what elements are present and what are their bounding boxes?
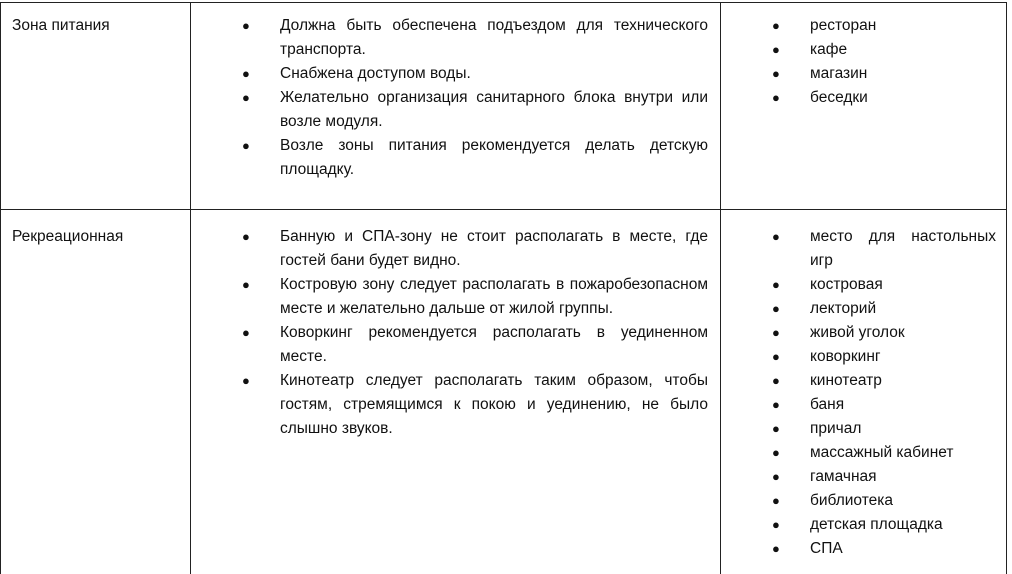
list-item: ● кафе xyxy=(766,38,996,62)
bullet-icon: ● xyxy=(242,229,250,244)
table-top-border xyxy=(0,2,1007,3)
row-notes-food-zone xyxy=(236,14,708,182)
list-item: ● кинотеатр xyxy=(766,369,996,393)
list-item: ● живой уголок xyxy=(766,321,996,345)
row-label-food-zone: Зона питания xyxy=(12,17,110,34)
list-item: ● Костровую зону следует располагать в пожаробезопасном месте и желательно дальше от жилой группы. xyxy=(236,273,708,321)
list-item: ● Коворкинг рекомендуется располагать в уединенном месте. xyxy=(236,321,708,369)
list-item: ● беседки xyxy=(766,86,996,110)
bullet-icon: ● xyxy=(772,42,780,57)
bullet-icon: ● xyxy=(772,373,780,388)
list-item: ● Банную и СПА-зону не стоит располагать в месте, где гостей бани будет видно. xyxy=(236,225,708,273)
bullet-icon: ● xyxy=(242,66,250,81)
column-divider-2 xyxy=(720,2,721,574)
bullet-icon: ● xyxy=(772,445,780,460)
notes-list xyxy=(236,225,708,441)
list-item: ● массажный кабинет xyxy=(766,441,996,465)
row-label-recreation: Рекреационная xyxy=(12,228,124,245)
row-notes-recreation xyxy=(236,225,708,441)
list-item: ● детская площадка xyxy=(766,513,996,537)
list-item: ● гамачная xyxy=(766,465,996,489)
list-item: ● коворкинг xyxy=(766,345,996,369)
list-item: ● Кинотеатр следует располагать таким образом, чтобы гостям, стремящимся к покою и уединению, не было слышно звуков. xyxy=(236,369,708,441)
bullet-icon: ● xyxy=(772,18,780,33)
bullet-icon: ● xyxy=(772,397,780,412)
bullet-icon: ● xyxy=(242,325,250,340)
bullet-icon: ● xyxy=(772,277,780,292)
list-item: ● магазин xyxy=(766,62,996,86)
notes-list xyxy=(236,14,708,182)
list-item: ● Должна быть обеспечена подъездом для технического транспорта. xyxy=(236,14,708,62)
bullet-icon: ● xyxy=(242,90,250,105)
bullet-icon: ● xyxy=(242,277,250,292)
row-items-food-zone xyxy=(766,14,996,110)
bullet-icon: ● xyxy=(772,301,780,316)
list-item: ● библиотека xyxy=(766,489,996,513)
bullet-icon: ● xyxy=(772,90,780,105)
table-right-border xyxy=(1006,2,1007,574)
bullet-icon: ● xyxy=(772,469,780,484)
bullet-icon: ● xyxy=(242,138,250,153)
bullet-icon: ● xyxy=(772,541,780,556)
list-item: ● ресторан xyxy=(766,14,996,38)
bullet-icon: ● xyxy=(772,421,780,436)
list-item: ● Желательно организация санитарного блока внутри или возле модуля. xyxy=(236,86,708,134)
items-list xyxy=(766,225,996,561)
list-item: ● Возле зоны питания рекомендуется делать детскую площадку. xyxy=(236,134,708,182)
row-divider xyxy=(0,209,1007,210)
bullet-icon: ● xyxy=(242,373,250,388)
bullet-icon: ● xyxy=(772,517,780,532)
bullet-icon: ● xyxy=(772,325,780,340)
list-item: ● место для настольных игр xyxy=(766,225,996,273)
list-item: ● причал xyxy=(766,417,996,441)
bullet-icon: ● xyxy=(772,66,780,81)
bullet-icon: ● xyxy=(772,493,780,508)
table-left-border xyxy=(0,2,1,574)
list-item: ● СПА xyxy=(766,537,996,561)
column-divider-1 xyxy=(190,2,191,574)
bullet-icon: ● xyxy=(772,349,780,364)
list-item: ● костровая xyxy=(766,273,996,297)
row-items-recreation xyxy=(766,225,996,561)
bullet-icon: ● xyxy=(242,18,250,33)
items-list xyxy=(766,14,996,110)
bullet-icon: ● xyxy=(772,229,780,244)
list-item: ● Снабжена доступом воды. xyxy=(236,62,708,86)
list-item: ● лекторий xyxy=(766,297,996,321)
list-item: ● баня xyxy=(766,393,996,417)
